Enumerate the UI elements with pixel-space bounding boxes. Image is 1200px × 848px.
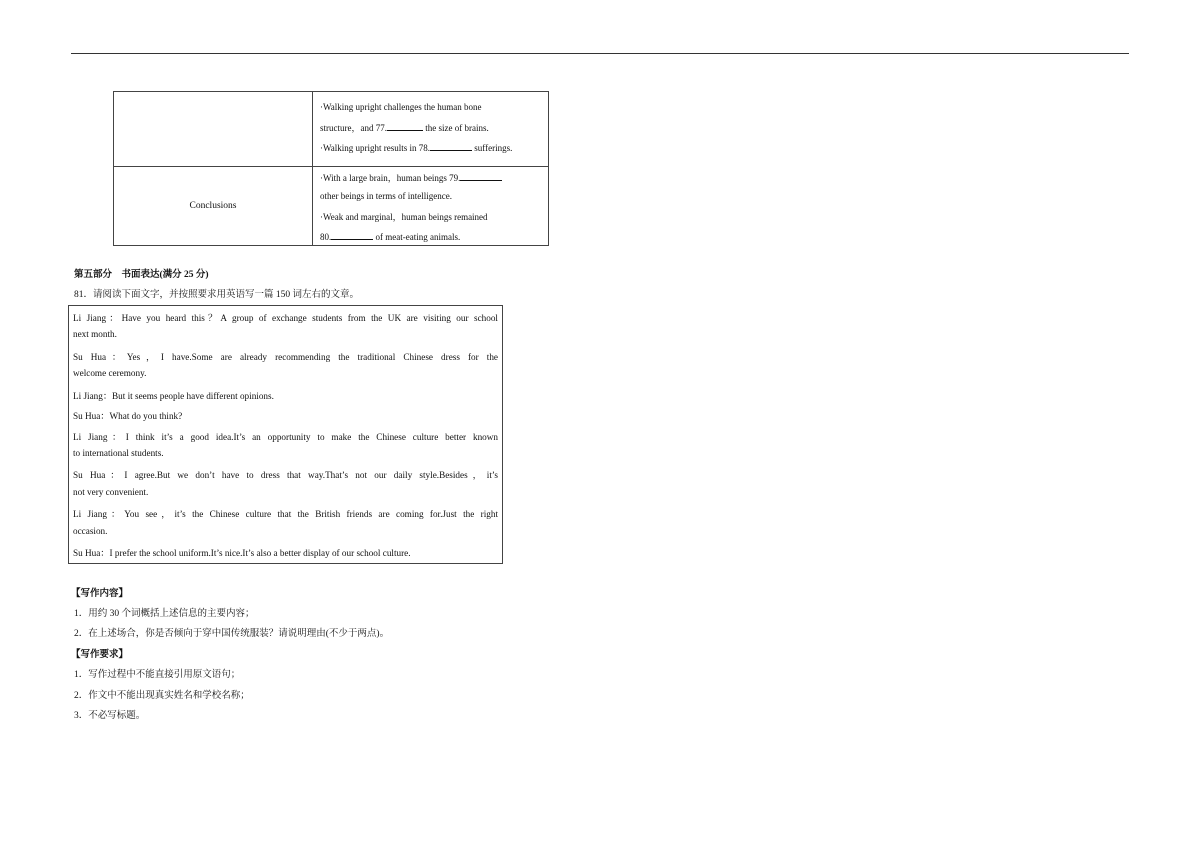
writing-content-heading: 【写作内容】: [71, 589, 129, 599]
table-line-text: 80.: [320, 232, 332, 242]
dialogue-line: Li Jiang：Have you heard this？A group of exchange students from the UK are visiting our school: [73, 313, 498, 323]
blank-78[interactable]: [430, 141, 472, 151]
table-line: other beings in terms of intelligence.: [320, 191, 452, 201]
dialogue-line: Su Hua：I agree.But we don’t have to dress that way.That’s not our daily style.Besides，it’s: [73, 470, 498, 480]
table-line: ·Weak and marginal，human beings remained: [320, 212, 488, 222]
table-cell-content: [320, 167, 546, 245]
table-line: ·Walking upright challenges the human bone: [320, 102, 482, 112]
table-line: [320, 230, 460, 242]
table-cell-label: [114, 167, 313, 245]
table-line-text: ·Walking upright results in 78.: [320, 143, 431, 153]
dialogue-line: Li Jiang：But it seems people have different opinions.: [73, 391, 274, 401]
dialogue-line: Su Hua：What do you think?: [73, 411, 183, 421]
dialogue-line: next month.: [73, 329, 117, 339]
table-row: [114, 92, 548, 167]
writing-requirement-item: 3．不必写标题。: [74, 711, 146, 721]
table-line: [320, 141, 512, 153]
table-line-text: the size of brains.: [422, 123, 489, 133]
table-line-text: sufferings.: [472, 143, 513, 153]
dialogue-line: welcome ceremony.: [73, 368, 147, 378]
dialogue-box: [68, 305, 503, 564]
table-line: [320, 121, 489, 134]
section-title: 第五部分 书面表达(满分 25 分): [74, 270, 209, 280]
table-line-text: of meat-eating animals.: [373, 232, 461, 242]
dialogue-line: Li Jiang：You see，it’s the Chinese culture that the British friends are coming for.Just the right: [73, 509, 498, 519]
writing-content-item: 2．在上述场合，你是否倾向于穿中国传统服装？请说明理由(不少于两点)。: [74, 629, 390, 639]
dialogue-line: Su Hua：I prefer the school uniform.It’s nice.It’s also a better display of our school culture.: [73, 548, 411, 558]
blank-79[interactable]: [460, 171, 502, 181]
writing-requirements-heading: 【写作要求】: [71, 650, 129, 660]
table-line: [320, 171, 502, 184]
question-intro: 81．请阅读下面文字，并按照要求用英语写一篇 150 词左右的文章。: [74, 290, 360, 300]
header-rule: [71, 53, 1129, 54]
blank-77[interactable]: [387, 121, 423, 131]
dialogue-line: occasion.: [73, 526, 108, 536]
table-cell-content: [320, 92, 546, 166]
passage-table: [113, 91, 549, 246]
row-label-conclusions: Conclusions: [189, 201, 237, 211]
dialogue-line: not very convenient.: [73, 487, 149, 497]
dialogue-line: Su Hua：Yes，I have.Some are already recommending the traditional Chinese dress for the: [73, 352, 498, 362]
table-line-text: ·With a large brain，human beings 79.: [320, 173, 461, 183]
table-cell-label: [114, 92, 313, 166]
writing-content-item: 1．用约 30 个词概括上述信息的主要内容；: [74, 609, 255, 619]
table-line-text: structure，and 77.: [320, 123, 387, 133]
table-row: [114, 167, 548, 245]
dialogue-line: to international students.: [73, 448, 164, 458]
blank-80[interactable]: [331, 230, 373, 240]
writing-requirement-item: 1．写作过程中不能直接引用原文语句；: [74, 670, 241, 680]
writing-requirement-item: 2．作文中不能出现真实姓名和学校名称；: [74, 691, 250, 701]
dialogue-line: Li Jiang：I think it’s a good idea.It’s an opportunity to make the Chinese culture better known: [73, 432, 498, 442]
